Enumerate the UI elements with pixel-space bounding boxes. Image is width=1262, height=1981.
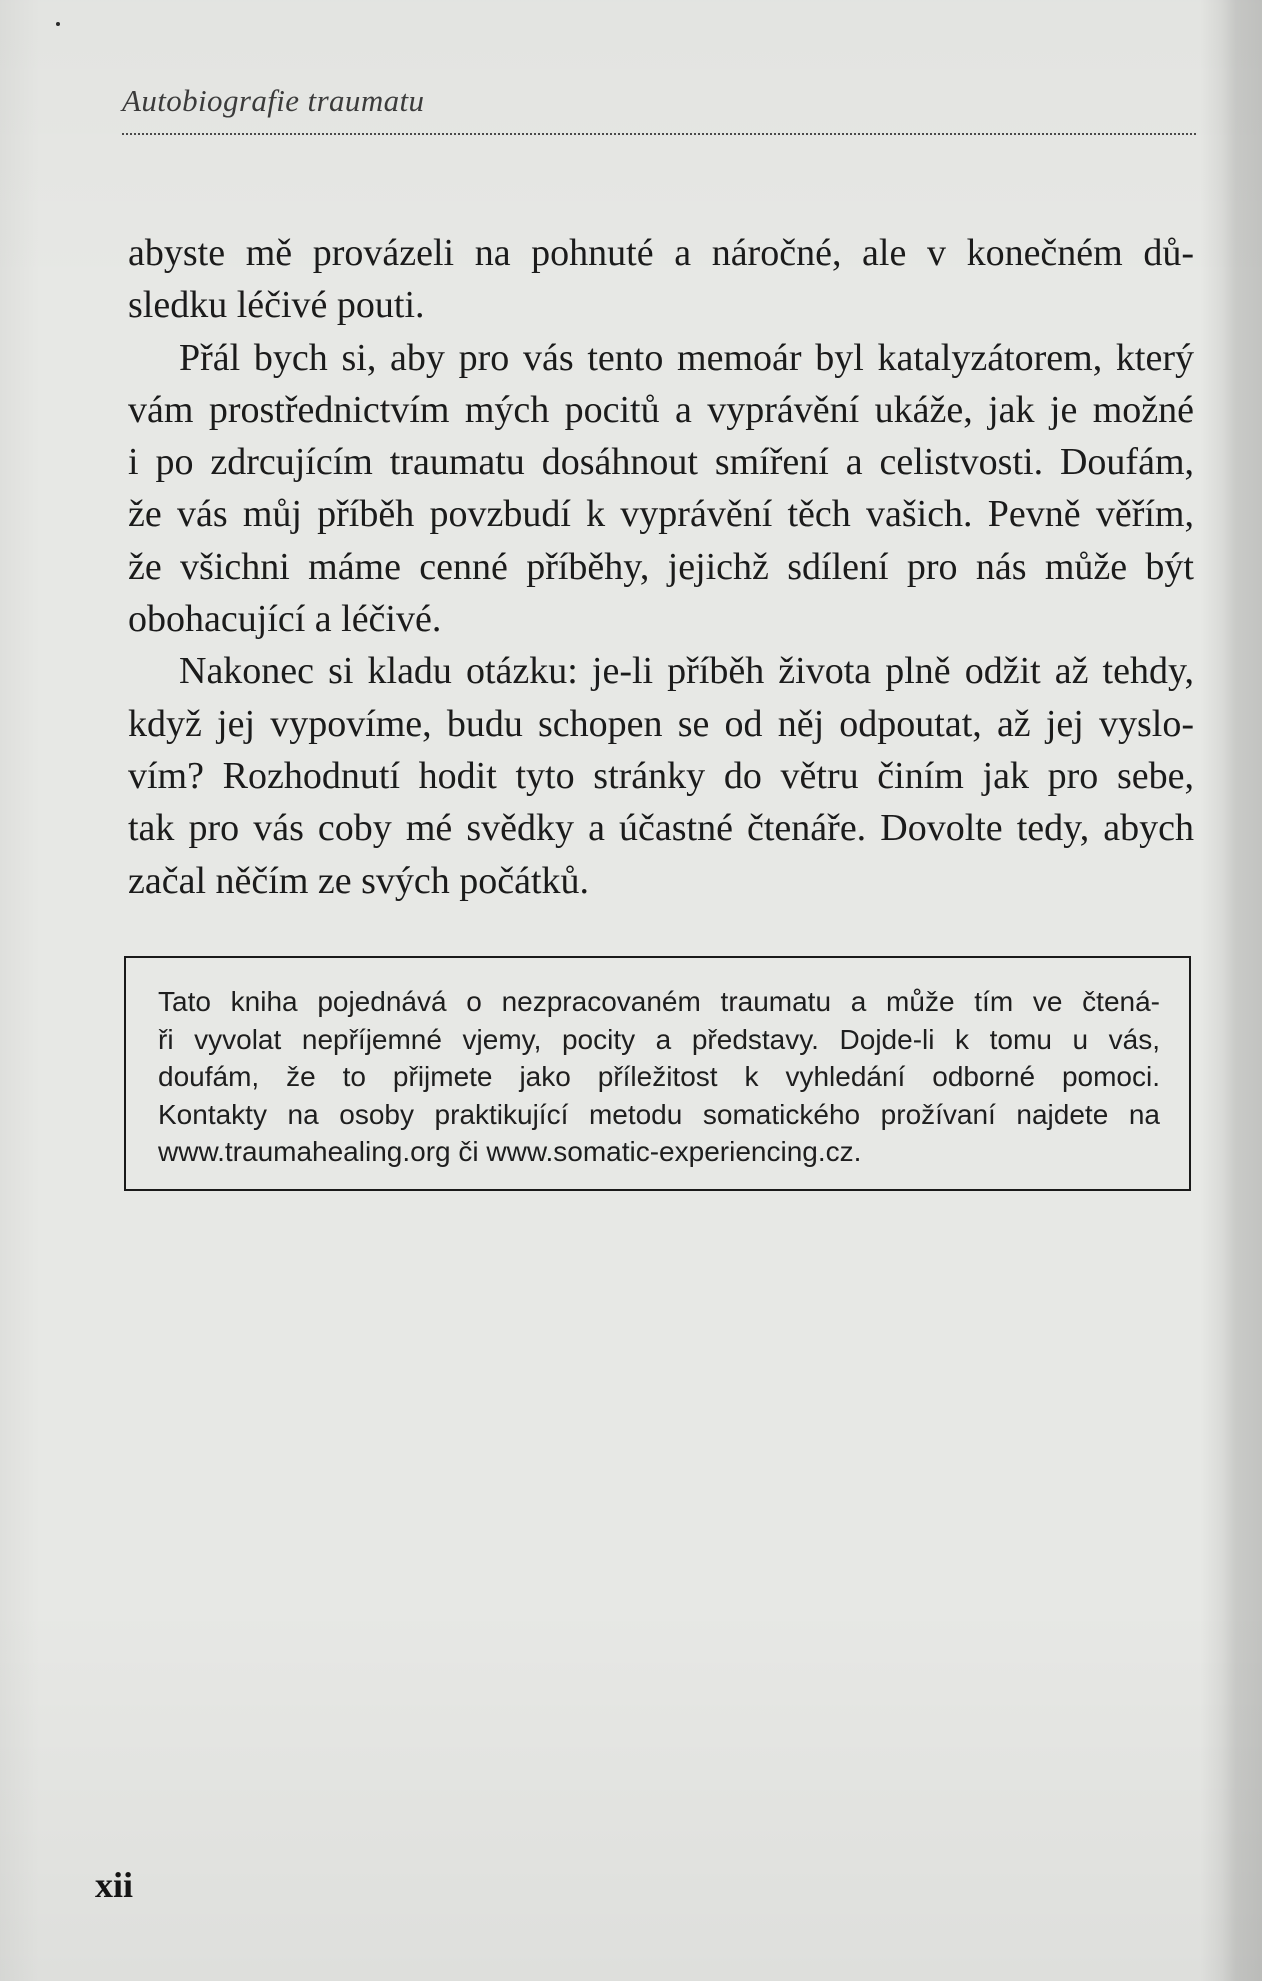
- body-line: že všichni máme cenné příběhy, jejichž sdílení pro nás může být: [128, 545, 1194, 588]
- body-line: začal něčím ze svých počátků.: [128, 859, 590, 902]
- body-line: Přál bych si, aby pro vás tento memoár byl katalyzátorem, který: [179, 336, 1194, 379]
- notice-line: Tato kniha pojednává o nezpracovaném traumatu a může tím ve čtená-: [158, 986, 1160, 1017]
- body-line: i po zdrcujícím traumatu dosáhnout smíření a celistvosti. Doufám,: [128, 441, 1194, 484]
- body-line: vám prostřednictvím mých pocitů a vyprávění ukáže, jak je možné: [128, 388, 1194, 431]
- body-line: Nakonec si kladu otázku: je-li příběh života plně odžit až tehdy,: [179, 650, 1194, 693]
- paragraph: [128, 332, 1194, 646]
- ink-speck: [56, 22, 60, 26]
- body-line: když jej vypovíme, budu schopen se od něj odpoutat, až jej vyslo-: [128, 702, 1194, 745]
- notice-line-links: www.traumahealing.org či www.somatic-experiencing.cz.: [158, 1136, 862, 1167]
- body-line: že vás můj příběh povzbudí k vyprávění těch vašich. Pevně věřím,: [128, 493, 1194, 536]
- header-dotted-rule: [122, 133, 1196, 135]
- notice-line: ři vyvolat nepříjemné vjemy, pocity a představy. Dojde-li k tomu u vás,: [158, 1023, 1160, 1055]
- body-line: obohacující a léčivé.: [128, 598, 442, 641]
- body-line: vím? Rozhodnutí hodit tyto stránky do větru činím jak pro sebe,: [128, 754, 1194, 797]
- body-text: [128, 227, 1194, 907]
- notice-line: Kontakty na osoby praktikující metodu somatického prožívaní najdete na: [158, 1098, 1160, 1130]
- paragraph: [128, 227, 1194, 332]
- page-number: xii: [95, 1865, 134, 1905]
- paragraph: [128, 645, 1194, 906]
- body-line: sledku léčivé pouti.: [128, 284, 425, 327]
- notice-line: doufám, že to přijmete jako příležitost k vyhledání odborné pomoci.: [158, 1061, 1160, 1092]
- body-line: tak pro vás coby mé svědky a účastné čtenáře. Dovolte tedy, abych: [128, 807, 1194, 850]
- body-line: abyste mě provázeli na pohnuté a náročné, ale v konečném dů-: [128, 232, 1194, 274]
- content-warning-box: [124, 956, 1191, 1191]
- running-header-title: Autobiografie traumatu: [122, 83, 425, 118]
